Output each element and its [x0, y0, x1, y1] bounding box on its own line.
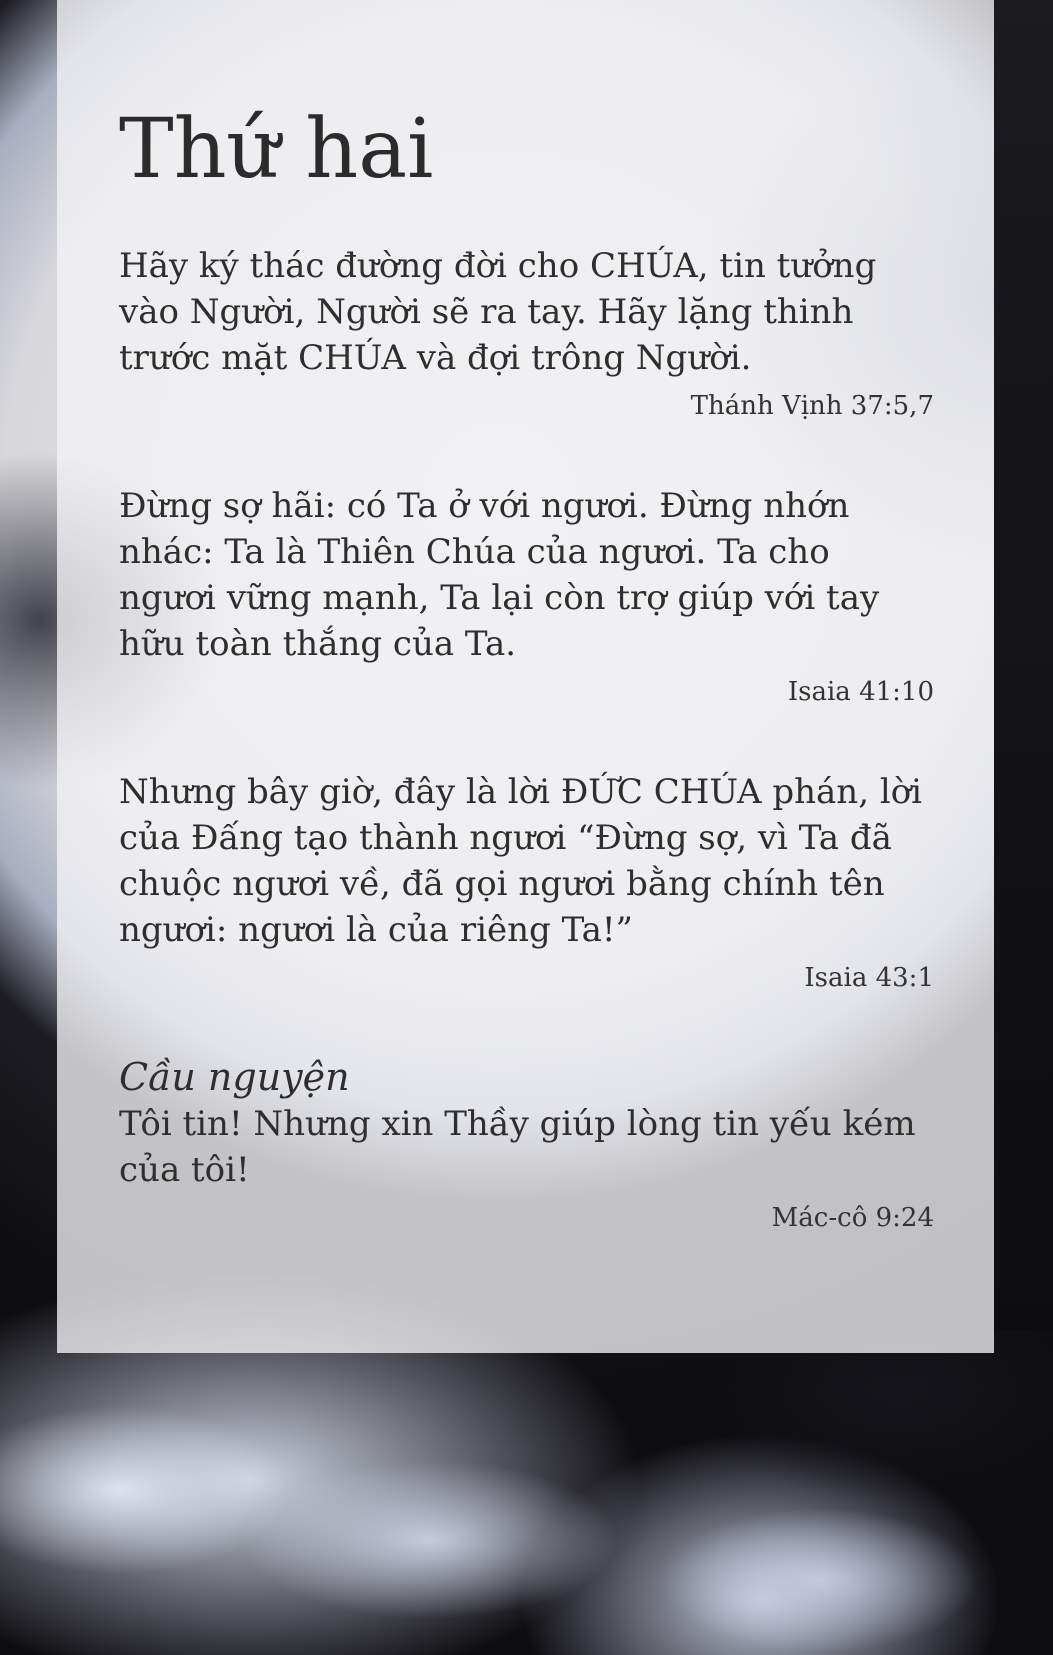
passage-3 — [119, 769, 934, 993]
night-sky-strip — [994, 0, 1053, 1330]
passage-reference: Isaia 43:1 — [804, 963, 934, 994]
passage-reference: Thánh Vịnh 37:5,7 — [690, 391, 934, 422]
prayer-section — [119, 1055, 934, 1233]
passage-text: Hãy ký thác đường đời cho CHÚA, tin tưởng vào Người, Người sẽ ra tay. Hãy lặng thinh trước mặt CHÚA và đợi trông Người. — [119, 246, 877, 379]
passage-2 — [119, 483, 934, 707]
passage-1 — [119, 243, 934, 421]
prayer-text: Tôi tin! Nhưng xin Thầy giúp lòng tin yếu kém của tôi! — [119, 1104, 916, 1191]
cloud-background — [0, 1330, 1053, 1655]
prayer-heading: Cầu nguyện — [119, 1055, 350, 1100]
devotion-panel — [57, 0, 994, 1353]
passage-reference: Isaia 41:10 — [787, 677, 934, 708]
page-title: Thứ hai — [119, 102, 434, 197]
passage-text: Đừng sợ hãi: có Ta ở với ngươi. Đừng nhớn nhác: Ta là Thiên Chúa của ngươi. Ta cho ngươi vững mạnh, Ta lại còn trợ giúp với tay hữu toàn thắng của Ta. — [119, 486, 880, 665]
prayer-reference: Mác-cô 9:24 — [771, 1203, 934, 1234]
passage-text: Nhưng bây giờ, đây là lời ĐỨC CHÚA phán, lời của Đấng tạo thành ngươi “Đừng sợ, vì Ta đã chuộc ngươi về, đã gọi ngươi bằng chính tên ngươi: ngươi là của riêng Ta!” — [119, 772, 923, 951]
